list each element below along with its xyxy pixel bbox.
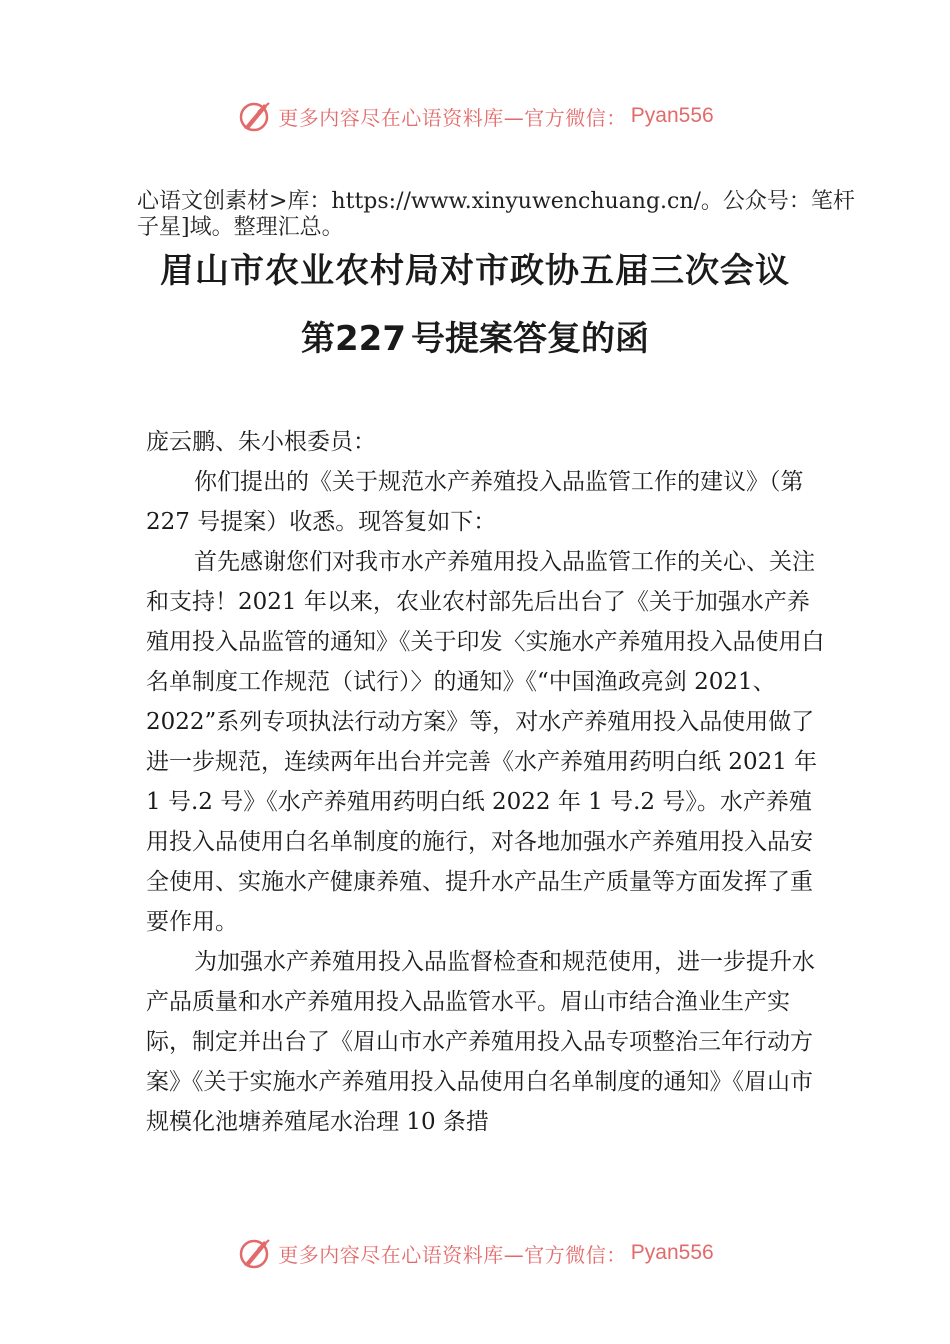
quill-pen-logo-icon — [236, 98, 272, 134]
source-note: 心语文创素材>库：https://www.xinyuwenchuang.cn/。公众号：笔杆子星]域。整理汇总。 — [137, 189, 855, 240]
body-paragraph-2: 首先感谢您们对我市水产养殖用投入品监管工作的关心、关注和支持！2021 年以来，农业农村部先后出台了《关于加强水产养殖用投入品监管的通知》《关于印发〈实施水产养殖用投入品使用白名单制度工作规范（试行）〉的通知》《“中国渔政亮剑 2021、2022”系列专项执法行动方案》等，对水产养殖用投入品使用做了进一步规范，连续两年出台并完善《水产养殖用药明白纸 2021 年 1 号.2 号》《水产养殖用药明白纸 2022 年 1 号.2 号》。水产养殖用投入品使用白名单制度的施行，对各地加强水产养殖用投入品安全使用、实施水产健康养殖、提升水产品生产质量等方面发挥了重要作用。 — [146, 549, 825, 935]
watermark-wechat-id: Pyan556 — [630, 1241, 714, 1264]
body-paragraph-3: 为加强水产养殖用投入品监督检查和规范使用，进一步提升水产品质量和水产养殖用投入品监管水平。眉山市结合渔业生产实际，制定并出台了《眉山市水产养殖用投入品专项整治三年行动方案》《关于实施水产养殖用投入品使用白名单制度的通知》《眉山市规模化池塘养殖尾水治理 10 条措 — [146, 949, 815, 1135]
letter-body — [146, 422, 826, 1142]
document-title-line2 — [0, 311, 950, 360]
body-paragraph-1: 你们提出的《关于规范水产养殖投入品监管工作的建议》（第 227 号提案）收悉。现答复如下： — [146, 469, 804, 535]
watermark-text: 更多内容尽在心语资料库—官方微信： — [278, 1242, 627, 1267]
watermark-wechat-id: Pyan556 — [630, 104, 714, 127]
quill-pen-logo-icon — [236, 1235, 272, 1271]
watermark-text: 更多内容尽在心语资料库—官方微信： — [278, 105, 627, 130]
proposal-number: 第227 — [301, 319, 406, 359]
document-title-line1: 眉山市农业农村局对市政协五届三次会议 — [160, 251, 790, 291]
watermark-footer — [0, 1233, 950, 1273]
title-suffix: 号提案答复的函 — [411, 319, 649, 359]
salutation: 庞云鹏、朱小根委员： — [146, 429, 376, 455]
watermark-header — [0, 96, 950, 136]
